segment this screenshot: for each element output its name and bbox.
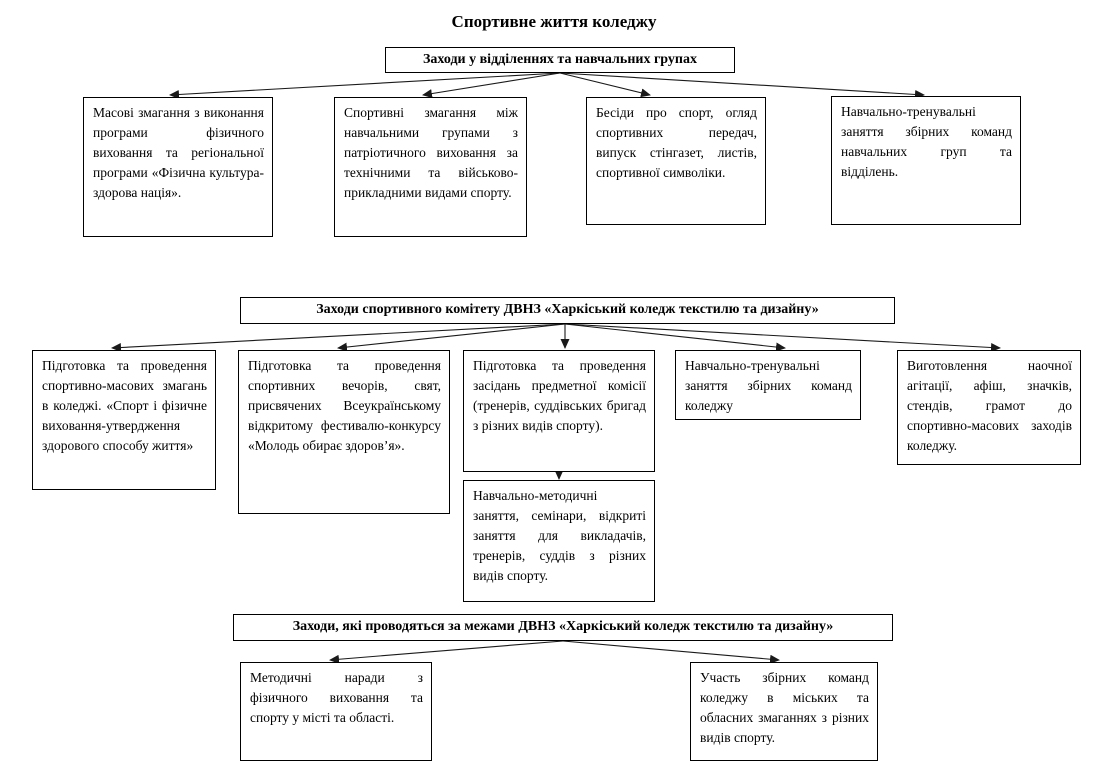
- arrow-s1-box3: [560, 73, 650, 95]
- arrow-s2-box5: [565, 324, 1000, 348]
- arrow-s2-box1: [112, 324, 565, 348]
- section2-subbox-methodical-classes: Навчально-методичні заняття, семінари, відкриті заняття для викладачів, тренерів, суддів з різних видів спорту.: [463, 480, 655, 602]
- arrow-s2-box4: [565, 324, 785, 348]
- arrow-s3-box2: [563, 641, 779, 660]
- section1-box-group-competitions: Спортивні змагання між навчальними групами з патріотичного виховання за технічними та військово-прикладними видами спорту.: [334, 97, 527, 237]
- arrow-s3-box1: [330, 641, 563, 660]
- diagram-title: Спортивне життя коледжу: [451, 12, 657, 31]
- section1-box-sport-talks: Бесіди про спорт, огляд спортивних передач, випуск стінгазет, листів, спортивної символіки.: [586, 97, 766, 225]
- section2-header-box: Заходи спортивного комітету ДВНЗ «Харкіський коледж текстилю та дизайну»: [240, 297, 895, 324]
- section2-box-college-competitions: Підготовка та проведення спортивно-масових змагань в коледжі. «Спорт і фізичне виховання-утвердження здорового способу життя»: [32, 350, 216, 490]
- section1-box-training-sessions: Навчально-тренувальні заняття збірних команд навчальних груп та відділень.: [831, 96, 1021, 225]
- section2-box-committee-meetings: Підготовка та проведення засідань предметної комісії (тренерів, суддівських бригад з різних видів спорту).: [463, 350, 655, 472]
- section2-box-sport-evenings: Підготовка та проведення спортивних вечорів, свят, присвячених Всеукраїнському відкритому фестивалю-конкурсу «Молодь обирає здоров’я».: [238, 350, 450, 514]
- arrow-s1-box4: [560, 73, 924, 95]
- arrow-s2-box2: [338, 324, 565, 348]
- section1-box-mass-competitions: Масові змагання з виконання програми фізичного виховання та регіональної програми «Фізична культура-здорова нація».: [83, 97, 273, 237]
- section1-header-box: Заходи у відділеннях та навчальних групах: [385, 47, 735, 73]
- arrow-s1-box2: [423, 73, 560, 95]
- section3-box-city-meetings: Методичні наради з фізичного виховання та спорту у місті та області.: [240, 662, 432, 761]
- section3-header-box: Заходи, які проводяться за межами ДВНЗ «Харкіський коледж текстилю та дизайну»: [233, 614, 893, 641]
- arrow-s1-box1: [170, 73, 560, 95]
- section2-box-visual-materials: Виготовлення наочної агітації, афіш, значків, стендів, грамот до спортивно-масових заходів коледжу.: [897, 350, 1081, 465]
- section3-box-external-competitions: Участь збірних команд коледжу в міських та обласних змаганнях з різних видів спорту.: [690, 662, 878, 761]
- section2-box-team-training: Навчально-тренувальні заняття збірних команд коледжу: [675, 350, 861, 420]
